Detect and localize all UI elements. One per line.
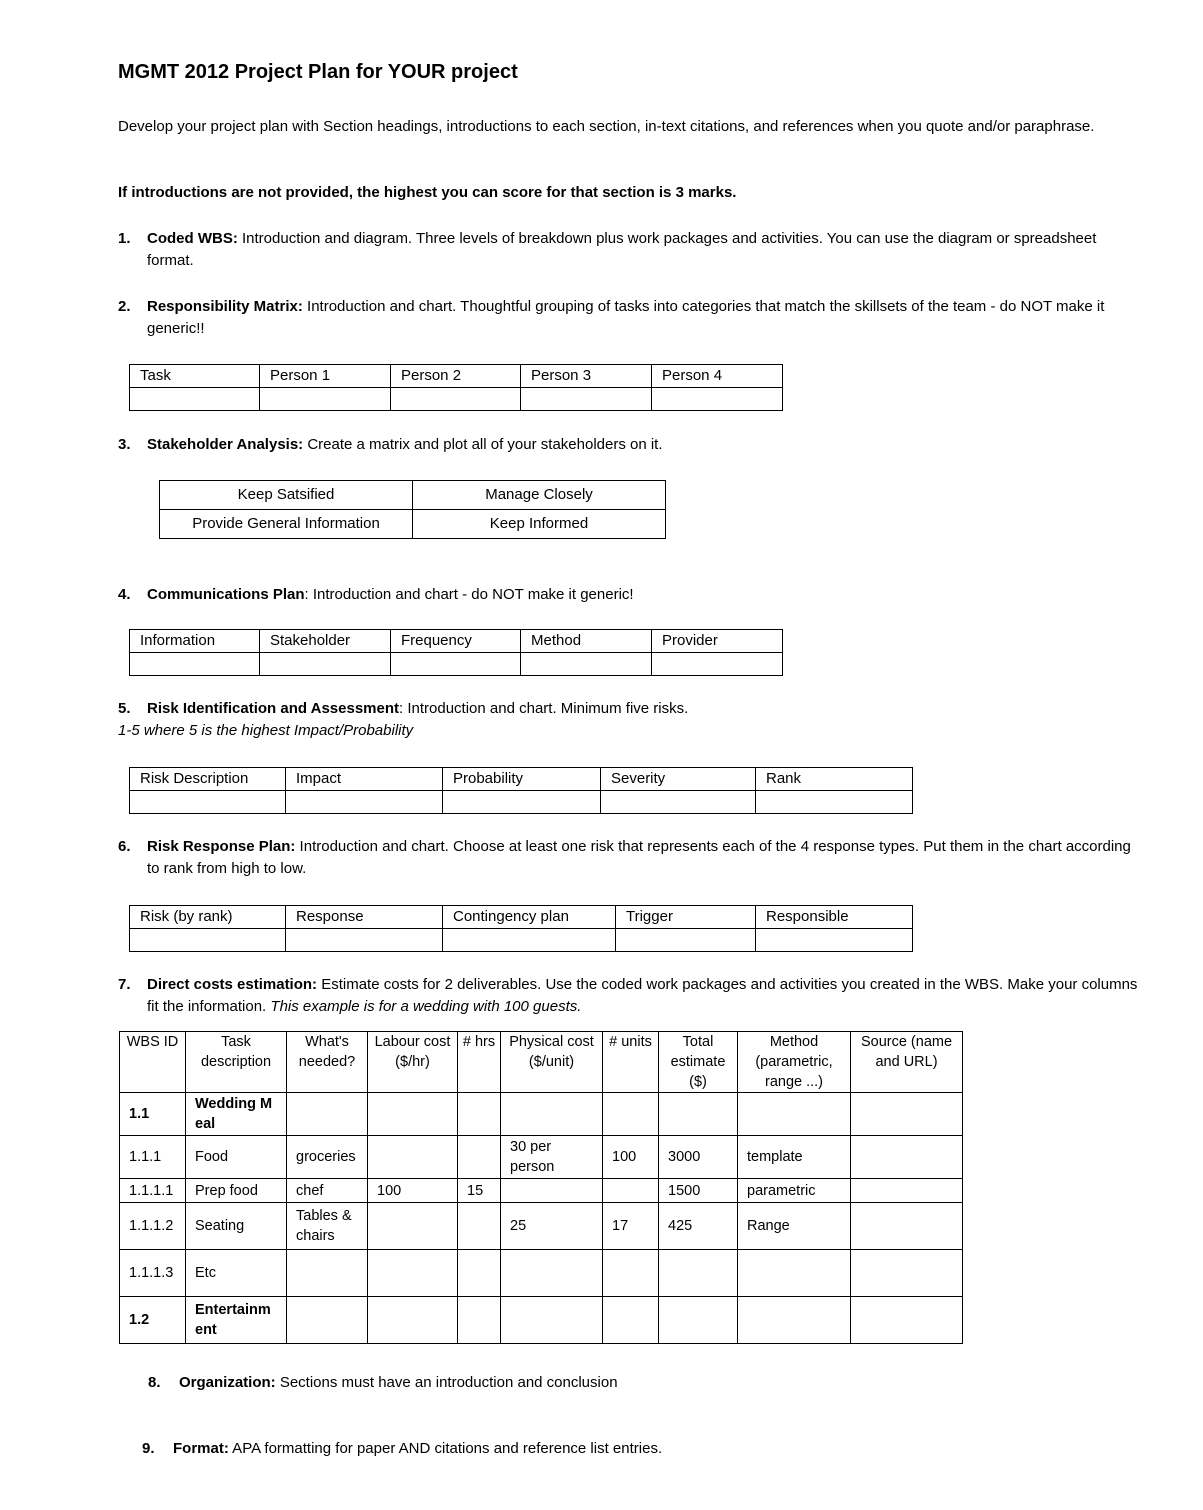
section-3 xyxy=(118,434,1147,456)
empty-cell[interactable] xyxy=(287,1250,368,1297)
matrix-quadrant: Manage Closely xyxy=(413,481,666,510)
empty-cell[interactable] xyxy=(458,1203,501,1250)
column-header: Labour cost ($/hr) xyxy=(368,1032,458,1093)
column-header: Person 2 xyxy=(391,365,521,388)
cell: 3000 xyxy=(659,1136,738,1179)
section-9 xyxy=(142,1438,1173,1460)
communications-table xyxy=(129,629,783,676)
header-row xyxy=(130,768,913,791)
section-text: Introduction and diagram. Three levels of breakdown plus work packages and activities. You can use the diagram or spreadsheet format. xyxy=(147,230,1097,269)
column-header: # units xyxy=(603,1032,659,1093)
empty-cell[interactable] xyxy=(851,1179,963,1203)
empty-cell[interactable] xyxy=(851,1203,963,1250)
empty-cell[interactable] xyxy=(603,1093,659,1136)
column-header: Contingency plan xyxy=(443,906,616,929)
risk-table xyxy=(129,767,913,814)
cell: template xyxy=(738,1136,851,1179)
empty-cell[interactable] xyxy=(738,1093,851,1136)
matrix-quadrant: Keep Informed xyxy=(413,510,666,539)
column-header: Responsible xyxy=(756,906,913,929)
cell: Etc xyxy=(186,1250,287,1297)
section-text: Create a matrix and plot all of your stakeholders on it. xyxy=(303,436,663,453)
section-number: 1. xyxy=(118,230,131,247)
section-text: Introduction and chart. Thoughtful grouping of tasks into categories that match the skillsets of the team - do NOT make it generic!! xyxy=(147,298,1105,337)
section-heading: Organization: xyxy=(179,1374,276,1391)
empty-cell[interactable] xyxy=(130,388,260,411)
section-text: APA formatting for paper AND citations and reference list entries. xyxy=(228,1440,663,1457)
section-heading: Coded WBS: xyxy=(147,230,238,247)
header-row xyxy=(120,1032,963,1093)
empty-cell[interactable] xyxy=(130,653,260,676)
cell: 1.1 xyxy=(120,1093,186,1136)
column-header: Total estimate ($) xyxy=(659,1032,738,1093)
section-6 xyxy=(118,836,1147,880)
section-7 xyxy=(118,974,1147,1018)
section-number: 4. xyxy=(118,586,131,603)
section-2 xyxy=(118,296,1147,340)
column-header: What's needed? xyxy=(287,1032,368,1093)
risk-response-table xyxy=(129,905,913,952)
section-number: 7. xyxy=(118,976,131,993)
section-heading: Stakeholder Analysis: xyxy=(147,436,304,453)
section-5 xyxy=(118,698,1147,720)
empty-cell[interactable] xyxy=(851,1297,963,1344)
section-text: : Introduction and chart. Minimum five risks. xyxy=(399,700,689,717)
column-header: Impact xyxy=(286,768,443,791)
column-header: Trigger xyxy=(616,906,756,929)
section-4 xyxy=(118,584,1147,606)
empty-cell[interactable] xyxy=(738,1297,851,1344)
cell: Seating xyxy=(186,1203,287,1250)
empty-cell[interactable] xyxy=(501,1250,603,1297)
section-heading: Direct costs estimation: xyxy=(147,976,318,993)
empty-cell[interactable] xyxy=(287,1297,368,1344)
section-number: 9. xyxy=(142,1440,155,1457)
cell: Food xyxy=(186,1136,287,1179)
section-number: 8. xyxy=(148,1374,161,1391)
empty-cell[interactable] xyxy=(368,1250,458,1297)
matrix-row xyxy=(160,481,666,510)
section-heading: Risk Identification and Assessment xyxy=(147,700,400,717)
column-header: Method xyxy=(521,630,652,653)
column-header: Stakeholder xyxy=(260,630,391,653)
header-row xyxy=(130,365,783,388)
column-header: Person 3 xyxy=(521,365,652,388)
column-header: WBS ID xyxy=(120,1032,186,1093)
empty-cell[interactable] xyxy=(368,1203,458,1250)
table-row xyxy=(120,1093,963,1136)
cell: Range xyxy=(738,1203,851,1250)
warning-note: If introductions are not provided, the highest you can score for that section is 3 marks. xyxy=(118,184,737,201)
matrix-quadrant: Keep Satsified xyxy=(160,481,413,510)
column-header: Method (parametric, range ...) xyxy=(738,1032,851,1093)
empty-cell[interactable] xyxy=(603,1297,659,1344)
cell: 425 xyxy=(659,1203,738,1250)
column-header: Severity xyxy=(601,768,756,791)
cell: Entertainment xyxy=(186,1297,287,1344)
empty-cell[interactable] xyxy=(601,791,756,814)
empty-cell[interactable] xyxy=(659,1250,738,1297)
empty-cell[interactable] xyxy=(851,1250,963,1297)
cell: 15 xyxy=(458,1179,501,1203)
empty-cell[interactable] xyxy=(458,1093,501,1136)
cell: 1.1.1.3 xyxy=(120,1250,186,1297)
column-header: Information xyxy=(130,630,260,653)
empty-cell[interactable] xyxy=(130,929,286,952)
empty-cell[interactable] xyxy=(616,929,756,952)
section-heading: Responsibility Matrix: xyxy=(147,298,303,315)
empty-cell[interactable] xyxy=(391,388,521,411)
column-header: # hrs xyxy=(458,1032,501,1093)
cell: 100 xyxy=(368,1179,458,1203)
empty-cell[interactable] xyxy=(287,1093,368,1136)
table-row xyxy=(130,791,913,814)
cell: parametric xyxy=(738,1179,851,1203)
empty-cell[interactable] xyxy=(501,1179,603,1203)
responsibility-table xyxy=(129,364,783,411)
section-number: 2. xyxy=(118,298,131,315)
empty-cell[interactable] xyxy=(521,388,652,411)
empty-cell[interactable] xyxy=(756,791,913,814)
section-example-note: This example is for a wedding with 100 guests. xyxy=(270,998,582,1015)
column-header: Risk Description xyxy=(130,768,286,791)
column-header: Person 4 xyxy=(652,365,783,388)
section-1 xyxy=(118,228,1147,272)
table-row xyxy=(120,1203,963,1250)
matrix-quadrant: Provide General Information xyxy=(160,510,413,539)
column-header: Risk (by rank) xyxy=(130,906,286,929)
section-heading: Risk Response Plan: xyxy=(147,838,296,855)
section-heading: Format: xyxy=(173,1440,229,1457)
header-row xyxy=(130,630,783,653)
empty-cell[interactable] xyxy=(738,1250,851,1297)
empty-cell[interactable] xyxy=(501,1297,603,1344)
cell: Wedding Meal xyxy=(186,1093,287,1136)
empty-cell[interactable] xyxy=(659,1297,738,1344)
empty-cell[interactable] xyxy=(603,1250,659,1297)
cell: 1500 xyxy=(659,1179,738,1203)
table-row xyxy=(130,388,783,411)
cell: 1.1.1.1 xyxy=(120,1179,186,1203)
section-text: Introduction and chart. Choose at least one risk that represents each of the 4 response types. Put them in the chart according to rank from high to low. xyxy=(147,838,1131,877)
section-heading: Communications Plan xyxy=(147,586,305,603)
section-8 xyxy=(148,1372,1179,1394)
column-header: Task description xyxy=(186,1032,287,1093)
section-text: Estimate costs for 2 deliverables. Use the coded work packages and activities you created in the WBS. Make your columns fit the information. xyxy=(147,976,1138,1015)
empty-cell[interactable] xyxy=(130,791,286,814)
cell: 30 per person xyxy=(501,1136,603,1179)
header-row xyxy=(130,906,913,929)
empty-cell[interactable] xyxy=(368,1136,458,1179)
intro-paragraph: Develop your project plan with Section headings, introductions to each section, in-text citations, and references when you quote and/or paraphrase. xyxy=(118,118,1095,135)
empty-cell[interactable] xyxy=(286,929,443,952)
empty-cell[interactable] xyxy=(501,1093,603,1136)
column-header: Response xyxy=(286,906,443,929)
table-row xyxy=(120,1179,963,1203)
empty-cell[interactable] xyxy=(443,791,601,814)
empty-cell[interactable] xyxy=(260,388,391,411)
matrix-row xyxy=(160,510,666,539)
table-row xyxy=(130,929,913,952)
cell: Tables & chairs xyxy=(287,1203,368,1250)
cell: Prep food xyxy=(186,1179,287,1203)
empty-cell[interactable] xyxy=(659,1093,738,1136)
column-header: Source (name and URL) xyxy=(851,1032,963,1093)
column-header: Probability xyxy=(443,768,601,791)
empty-cell[interactable] xyxy=(652,653,783,676)
table-row xyxy=(120,1136,963,1179)
empty-cell[interactable] xyxy=(260,653,391,676)
cell: 25 xyxy=(501,1203,603,1250)
section-number: 6. xyxy=(118,838,131,855)
section-number: 5. xyxy=(118,700,131,717)
section-text: Sections must have an introduction and conclusion xyxy=(275,1374,618,1391)
column-header: Rank xyxy=(756,768,913,791)
empty-cell[interactable] xyxy=(756,929,913,952)
empty-cell[interactable] xyxy=(286,791,443,814)
column-header: Provider xyxy=(652,630,783,653)
column-header: Task xyxy=(130,365,260,388)
empty-cell[interactable] xyxy=(443,929,616,952)
cell: 17 xyxy=(603,1203,659,1250)
cell: 1.2 xyxy=(120,1297,186,1344)
cell: 100 xyxy=(603,1136,659,1179)
empty-cell[interactable] xyxy=(458,1297,501,1344)
cell: 1.1.1 xyxy=(120,1136,186,1179)
empty-cell[interactable] xyxy=(851,1093,963,1136)
empty-cell[interactable] xyxy=(368,1093,458,1136)
column-header: Physical cost ($/unit) xyxy=(501,1032,603,1093)
section-text: : Introduction and chart - do NOT make it generic! xyxy=(304,586,634,603)
empty-cell[interactable] xyxy=(458,1250,501,1297)
column-header: Frequency xyxy=(391,630,521,653)
table-row xyxy=(120,1297,963,1344)
section-number: 3. xyxy=(118,436,131,453)
empty-cell[interactable] xyxy=(603,1179,659,1203)
table-row xyxy=(120,1250,963,1297)
empty-cell[interactable] xyxy=(458,1136,501,1179)
cell: groceries xyxy=(287,1136,368,1179)
cell: 1.1.1.2 xyxy=(120,1203,186,1250)
cost-estimate-table xyxy=(119,1031,963,1344)
risk-scale-note: 1-5 where 5 is the highest Impact/Probability xyxy=(118,722,414,739)
empty-cell[interactable] xyxy=(851,1136,963,1179)
empty-cell[interactable] xyxy=(521,653,652,676)
column-header: Person 1 xyxy=(260,365,391,388)
cell: chef xyxy=(287,1179,368,1203)
stakeholder-matrix xyxy=(159,480,666,539)
empty-cell[interactable] xyxy=(391,653,521,676)
document-title: MGMT 2012 Project Plan for YOUR project xyxy=(118,61,518,83)
table-row xyxy=(130,653,783,676)
empty-cell[interactable] xyxy=(652,388,783,411)
empty-cell[interactable] xyxy=(368,1297,458,1344)
